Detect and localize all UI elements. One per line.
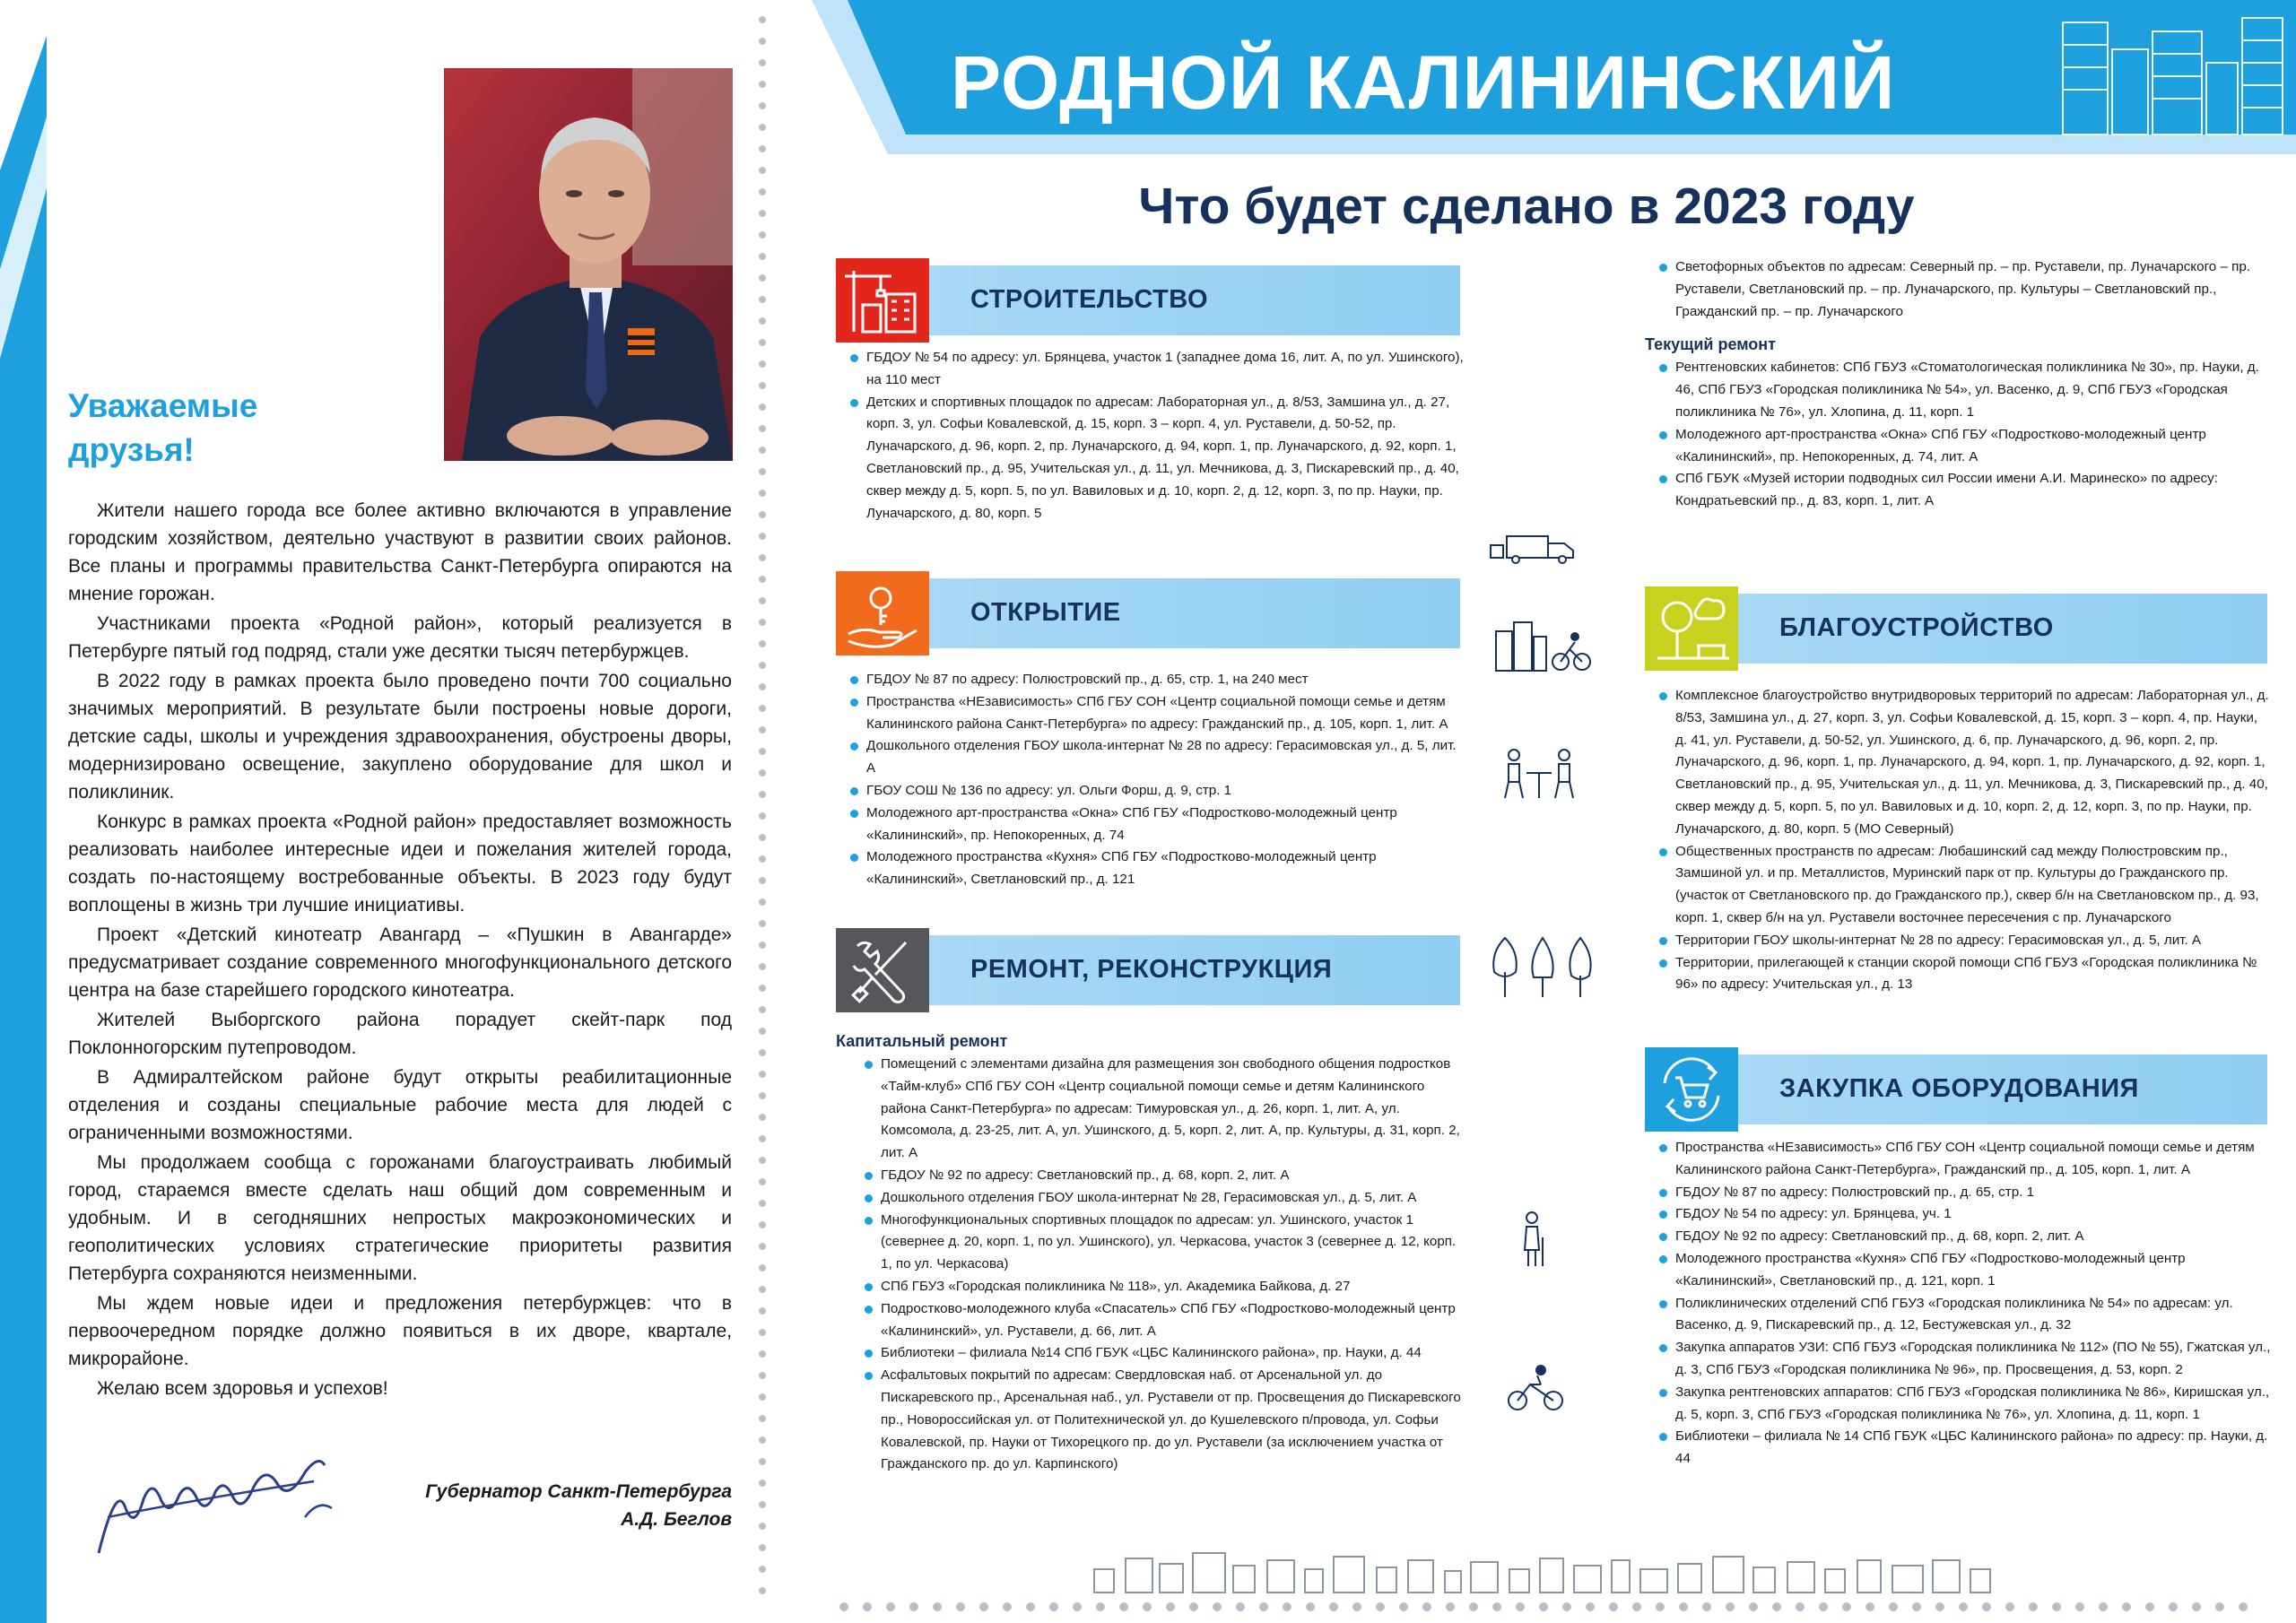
list-item: Территории ГБОУ школы-интернат № 28 по адресу: Герасимовская ул., д. 5, лит. А (1656, 930, 2271, 952)
letter-paragraph: Конкурс в рамках проекта «Родной район» предоставляет возможность реализовать наиболее интересные идеи и пожелания жителей города, создать по-настоящему востребованные объекты. В 2023 году будут воплощены в жизнь три лучшие инициативы. (68, 812, 732, 916)
letter-paragraph: Желаю всем здоровья и успехов! (97, 1378, 388, 1399)
list-item: Дошкольного отделения ГБОУ школа-интернат № 28 по адресу: Герасимовская ул., д. 5, лит. А (847, 735, 1465, 780)
cyclist-buildings-icon (1492, 619, 1591, 674)
section-header-repair (836, 928, 1460, 1012)
capital-repair-heading: Капитальный ремонт (836, 1032, 1008, 1050)
section-header-opening (836, 571, 1460, 655)
repair-traffic-list (1645, 256, 2271, 513)
truck-icon (1487, 529, 1580, 565)
list-item: Молодежного пространства «Кухня» СПб ГБУ «Подростково-молодежный центр «Калининский», Светлановский пр., д. 121, корп. 1 (1656, 1248, 2271, 1293)
list-item: Асфальтовых покрытий по адресам: Свердловская наб. от Арсенальной ул. до Пискаревского пр., Арсенальная наб., ул. Руставели от пр. Просвещения до Пискаревского пр., Новороссийская ул. от Политехнической ул. до Кушелевского п/провода, ул. Софьи Ковалевской, пр. Науки от Тихорецкого пр. до ул. Руставели (за исключением участка от Гражданского пр. до ул. Карпинского) (861, 1365, 1465, 1476)
equipment-list (1656, 1137, 2271, 1471)
list-item: Закупка аппаратов УЗИ: СПб ГБУЗ «Городская поликлиника № 112» (ПО № 55), Гжатская ул., д. 3, СПб ГБУЗ «Городская поликлиника № 96», пр. Просвещения, д. 53, корп. 2 (1656, 1337, 2271, 1382)
section-title-opening: ОТКРЫТИЕ (970, 598, 1121, 627)
people-table-icon (1496, 746, 1582, 802)
bicycle-icon (1507, 1363, 1564, 1413)
greeting-line-1: Уважаемые (68, 387, 258, 424)
list-item: Комплексное благоустройство внутридворовых территорий по адресам: Лабораторная ул., д. 8/53, Замшина ул., д. 27, корп. 3, ул. Софьи Ковалевской, д. 15, корп. 3 – корп. 4, пр. Науки, д. 41, ул. Руставели, д. 50-52, ул. Ушинского, д. 6, пр. Луначарского, д. 96, корп. 2, пр. Луначарского, д. 96, корп. 1, пр. Луначарского, д. 94, корп. 1, пр. Луначарского, д. 92, корп. 1, Светлановский пр., д. 95, Учительская ул., д. 11, ул. Мечникова, д. 3, Пискаревский пр., д. 40, сквер между д. 5, корп. 5, по ул. Вавиловых и д. 10, корп. 2, д. 12, корп. 3, по пр. Науки, пр. Луначарского, д. 80, корп. 5 (МО Северный) (1656, 685, 2271, 841)
list-item: Подростково-молодежного клуба «Спасатель» СПб ГБУ «Подростково-молодежный центр «Калининский», ул. Руставели, д. 66, лит. А (861, 1298, 1465, 1343)
left-edge-stripe (0, 0, 47, 1623)
list-item: Светофорных объектов по адресам: Северный пр. – пр. Руставели, пр. Луначарского – пр. Руставели, Светлановский пр. – пр. Луначарского, пр. Культуры – Светлановский пр., Гражданский пр. – пр. Луначарского (1656, 256, 2271, 323)
letter-paragraph: Участниками проекта «Родной район», который реализуется в Петербурге пятый год подряд, стали уже десятки тысяч петербуржцев. (68, 613, 732, 662)
handwritten-signature (90, 1445, 350, 1562)
trees-icon (1485, 933, 1600, 999)
letter-paragraph: Жители нашего города все более активно включаются в управление городским хозяйством, деятельно участвуют в развитии своих районов. Все планы и программы правительства Санкт-Петербурга опираются на мнение горожан. (68, 500, 732, 604)
list-item: Молодежного арт-пространства «Окна» СПб ГБУ «Подростково-молодежный центр «Калининский», пр. Непокоренных, д. 74, лит. А (1656, 424, 2271, 469)
governor-letter (68, 497, 732, 1404)
letter-paragraph: Мы ждем новые идеи и предложения петербуржцев: что в первоочередном порядке должно появиться в их дворе, квартале, микрорайоне. (68, 1293, 732, 1369)
improvement-list (1656, 685, 2271, 996)
bottom-city-strip (839, 1533, 2265, 1614)
greeting-heading (68, 384, 355, 472)
section-header-construction (836, 258, 1460, 343)
shopping-cart-icon (1645, 1047, 1738, 1132)
list-item: ГБДОУ № 54 по адресу: ул. Брянцева, уч. 1 (1656, 1203, 2271, 1226)
section-header-equipment (1645, 1047, 2267, 1132)
signer-block (386, 1478, 732, 1533)
construction-list (847, 347, 1465, 525)
list-item: СПб ГБУЗ «Городская поликлиника № 118», ул. Академика Байкова, д. 27 (861, 1276, 1465, 1298)
page-title: РОДНОЙ КАЛИНИНСКИЙ (951, 40, 1896, 125)
elderly-person-icon (1519, 1211, 1546, 1268)
hand-key-icon (836, 571, 929, 655)
signer-name: А.Д. Беглов (621, 1509, 732, 1530)
list-item: СПб ГБУК «Музей истории подводных сил России имени А.И. Маринеско» по адресу: Кондратьевский пр., д. 83, корп. 1, лит. А (1656, 468, 2271, 513)
letter-paragraph: В Адмиралтейском районе будут открыты реабилитационные отделения и созданы специальные рабочие места для людей с ограниченными возможностями. (68, 1067, 732, 1143)
section-title-improvement: БЛАГОУСТРОЙСТВО (1779, 613, 2054, 642)
letter-paragraph: Проект «Детский кинотеатр Авангард – «Пушкин в Авангарде» предусматривает создание современного многофункционального детского центра на базе старейшего городского кинотеатра. (68, 924, 732, 1001)
signer-title: Губернатор Санкт-Петербурга (425, 1481, 732, 1502)
section-header-improvement (1645, 586, 2267, 671)
section-title-equipment: ЗАКУПКА ОБОРУДОВАНИЯ (1779, 1074, 2139, 1103)
list-item: ГБДОУ № 54 по адресу: ул. Брянцева, участок 1 (западнее дома 16, лит. А, по ул. Ушинского), на 110 мест (847, 347, 1465, 392)
wrench-screwdriver-icon (836, 928, 929, 1012)
tree-bench-icon (1645, 586, 1738, 671)
list-item: ГБДОУ № 92 по адресу: Светлановский пр., д. 68, корп. 2, лит. А (861, 1165, 1465, 1187)
list-item: Помещений с элементами дизайна для размещения зон свободного общения подростков «Тайм-клуб» СПб ГБУ СОН «Центр социальной помощи семье и детям Калининского района Санкт-Петербурга» по адресам: Тимуровская ул., д. 26, корп. 1, лит. А, ул. Комсомола, д. 23-25, лит. А, ул. Ушинского, д. 5, корп. 2, лит. А, пр. Культуры, д. 31, корп. 2, лит. А (861, 1054, 1465, 1165)
list-item: Общественных пространств по адресам: Любашинский сад между Полюстровским пр., Замшиной ул. и пр. Металлистов, Муринский парк от пр. Культуры до Гражданского пр. (участок от Светлановского пр. до Гражданского пр.), сквер б/н на Светлановском пр., д. 93, корп. 1, сквер б/н на ул. Руставели восточнее пересечения с пр. Луначарского (1656, 841, 2271, 930)
list-item: Молодежного арт-пространства «Окна» СПб ГБУ «Подростково-молодежный центр «Калининский», пр. Непокоренных, д. 74 (847, 803, 1465, 847)
list-item: Рентгеновских кабинетов: СПб ГБУЗ «Стоматологическая поликлиника № 30», пр. Науки, д. 46, СПб ГБУЗ «Городская поликлиника № 54», ул. Васенко, д. 9, СПб ГБУЗ «Городская поликлиника № 76», ул. Хлопина, д. 11, корп. 1 (1656, 357, 2271, 423)
section-title-repair: РЕМОНТ, РЕКОНСТРУКЦИЯ (970, 955, 1333, 984)
list-item: Дошкольного отделения ГБОУ школа-интернат № 28, Герасимовская ул., д. 5, лит. А (861, 1187, 1465, 1210)
list-item: Многофункциональных спортивных площадок по адресам: ул. Ушинского, участок 1 (севернее д. 20, корп. 1, по ул. Ушинского), ул. Черкасова, участок 3 (севернее д. 12, корп. 1, по ул. Черкасова) (861, 1210, 1465, 1276)
list-item: Поликлинических отделений СПб ГБУЗ «Городская поликлиника № 54» по адресам: ул. Васенко, д. 9, Пискаревский пр., д. 12, Бестужевская ул., д. 32 (1656, 1293, 2271, 1338)
list-item: Закупка рентгеновских аппаратов: СПб ГБУЗ «Городская поликлиника № 86», Киришская ул., д. 5, корп. 3, СПб ГБУЗ «Городская поликлиника № 76», ул. Хлопина, д. 11, корп. 1 (1656, 1382, 2271, 1427)
list-item: ГБДОУ № 87 по адресу: Полюстровский пр., д. 65, стр. 1, на 240 мест (847, 669, 1465, 691)
list-item: ГБДОУ № 92 по адресу: Светлановский пр., д. 68, корп. 2, лит. А (1656, 1226, 2271, 1248)
greeting-line-2: друзья! (68, 431, 195, 468)
list-item: Библиотеки – филиала № 14 СПб ГБУК «ЦБС Калининского района» по адресу: пр. Науки, д. 44 (1656, 1426, 2271, 1471)
section-title-construction: СТРОИТЕЛЬСТВО (970, 285, 1209, 314)
list-item: Пространства «НЕзависимость» СПб ГБУ СОН «Центр социальной помощи семье и детям Калининского района Санкт-Петербурга» по адресу: Гражданский пр., д. 105, корп. 1, лит. А (847, 691, 1465, 736)
letter-paragraph: Жителей Выборгского района порадует скейт-парк под Поклонногорским путепроводом. (68, 1010, 732, 1058)
governor-portrait (444, 68, 733, 461)
opening-list (847, 669, 1465, 891)
list-item: ГБДОУ № 87 по адресу: Полюстровский пр., д. 65, стр. 1 (1656, 1182, 2271, 1204)
letter-paragraph: В 2022 году в рамках проекта было проведено почти 700 социально значимых мероприятий. В результате были построены новые дороги, детские сады, школы и учреждения здравоохранения, обустроены дворы, модернизировано освещение, закуплено оборудование для школ и поликлиник. (68, 671, 732, 803)
current-repair-heading: Текущий ремонт (1645, 335, 1776, 354)
page-subtitle: Что будет сделано в 2023 году (1138, 178, 1915, 235)
list-item: ГБОУ СОШ № 136 по адресу: ул. Ольги Форш, д. 9, стр. 1 (847, 780, 1465, 803)
crane-icon (836, 258, 929, 343)
repair-capital-list (836, 1025, 1465, 1476)
page-divider (758, 14, 767, 1610)
letter-paragraph: Мы продолжаем сообща с горожанами благоустраивать любимый город, стараемся вместе сделать наш общий дом современным и удобным. И в сегодняшних непростых макроэкономических и геополитических условиях стратегические приоритеты развития Петербурга сохраняются неизменными. (68, 1152, 732, 1284)
list-item: Пространства «НЕзависимость» СПб ГБУ СОН «Центр социальной помощи семье и детям Калининского района Санкт-Петербурга», Гражданский пр., д. 105, корп. 1, лит. А (1656, 1137, 2271, 1182)
list-item: Молодежного пространства «Кухня» СПб ГБУ «Подростково-молодежный центр «Калининский», Светлановский пр., д. 121 (847, 846, 1465, 891)
list-item: Детских и спортивных площадок по адресам: Лабораторная ул., д. 8/53, Замшина ул., д. 27, корп. 3, ул. Софьи Ковалевской, д. 15, корп. 3 – корп. 4, ул. Руставели, д. 50-52, пр. Луначарского, д. 96, корп. 2, пр. Луначарского, д. 94, корп. 1, пр. Луначарского, д. 92, корп. 1, Светлановский пр., д. 95, Учительская ул., д. 11, ул. Мечникова, д. 3, Пискаревский пр., д. 40, сквер между д. 5, корп. 5, по ул. Вавиловых и д. 10, корп. 2, д. 12, корп. 3, по пр. Науки, пр. Луначарского, д. 80, корп. 5 (847, 392, 1465, 525)
list-item: Территории, прилегающей к станции скорой помощи СПб ГБУЗ «Городская поликлиника № 96» по адресу: Учительская ул., д. 13 (1656, 952, 2271, 997)
list-item: Библиотеки – филиала №14 СПб ГБУК «ЦБС Калининского района», пр. Науки, д. 44 (861, 1342, 1465, 1365)
